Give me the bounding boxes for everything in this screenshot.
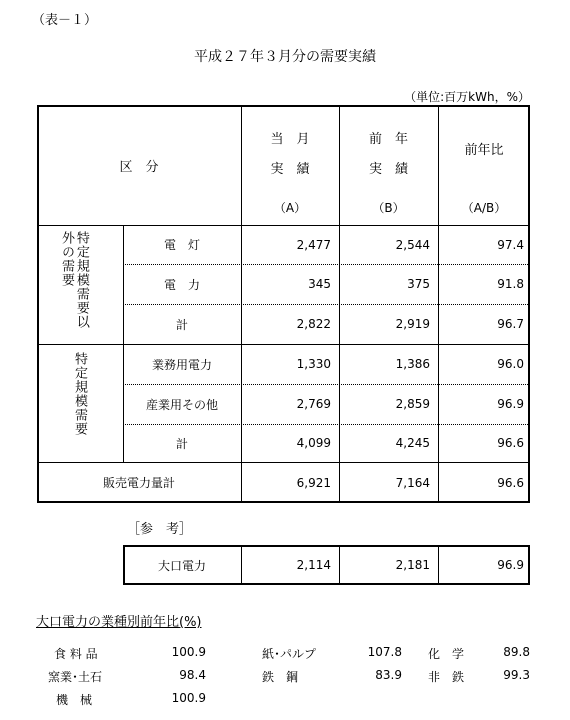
total-prev: 7,164 xyxy=(395,475,430,490)
row-label: 計 xyxy=(175,436,188,451)
table-number: （表－１） xyxy=(32,13,98,28)
row-label: 電 力 xyxy=(163,277,200,292)
industry-value: 100.9 xyxy=(171,691,206,705)
row-label: 産業用その他 xyxy=(145,397,218,412)
row-label: 計 xyxy=(175,317,188,332)
cell-current: 2,477 xyxy=(296,237,331,252)
industry-label: 食 料 品 xyxy=(54,647,98,661)
header-prev-2: 実 績 xyxy=(368,162,408,177)
industry-label: 化 学 xyxy=(428,647,465,661)
industry-label: 窯業･土石 xyxy=(48,670,103,684)
cell-ratio: 96.6 xyxy=(497,436,524,450)
cell-prev: 2,919 xyxy=(395,317,430,331)
cell-ratio: 96.9 xyxy=(497,397,524,411)
industry-label: 紙･パルプ xyxy=(262,647,317,661)
industry-title: 大口電力の業種別前年比(%) xyxy=(36,615,202,630)
cell-prev: 4,245 xyxy=(395,436,430,450)
industry-label: 鉄 鋼 xyxy=(262,670,299,684)
reference-prev: 2,181 xyxy=(395,558,430,572)
cell-current: 345 xyxy=(308,277,331,291)
industry-value: 99.3 xyxy=(503,668,530,682)
reference-label: ［参 考］ xyxy=(127,522,193,537)
total-label: 販売電力量計 xyxy=(102,476,175,490)
cell-prev: 2,544 xyxy=(395,237,430,252)
cell-ratio: 96.0 xyxy=(497,357,524,371)
industry-value: 107.8 xyxy=(367,645,402,659)
row-label: 電 灯 xyxy=(163,238,200,252)
reference-ratio: 96.9 xyxy=(497,558,524,572)
total-ratio: 96.6 xyxy=(497,475,524,490)
header-prev-code: （B） xyxy=(372,201,405,215)
header-ratio: 前年比 xyxy=(464,143,504,158)
industry-label: 機 械 xyxy=(56,693,93,707)
row-label: 業務用電力 xyxy=(151,357,212,372)
cell-current: 2,822 xyxy=(296,317,331,331)
page-title: 平成２７年３月分の需要実績 xyxy=(194,49,376,65)
reference-row-label: 大口電力 xyxy=(157,558,206,573)
cell-current: 2,769 xyxy=(296,397,331,411)
industry-value: 83.9 xyxy=(375,668,402,682)
group2-label: 特定規模需要 xyxy=(71,352,87,436)
unit-label: （単位:百万kWh，%） xyxy=(404,90,530,104)
cell-prev: 375 xyxy=(407,277,430,291)
cell-current: 4,099 xyxy=(296,436,331,450)
industry-value: 100.9 xyxy=(171,645,206,659)
industry-value: 89.8 xyxy=(503,645,530,659)
header-current-2: 実 績 xyxy=(270,162,310,177)
header-kubun: 区 分 xyxy=(119,159,159,175)
reference-current: 2,114 xyxy=(296,558,331,572)
header-ratio-code: （A/B） xyxy=(461,201,507,215)
cell-ratio: 91.8 xyxy=(497,277,524,291)
header-prev-1: 前 年 xyxy=(368,132,408,147)
industry-label: 非 鉄 xyxy=(428,670,465,684)
header-current-1: 当 月 xyxy=(270,132,310,147)
cell-ratio: 96.7 xyxy=(497,317,524,331)
group1-label: 特定規模需要以外の需要 xyxy=(58,231,89,329)
industry-value: 98.4 xyxy=(179,668,206,682)
cell-current: 1,330 xyxy=(296,357,331,371)
cell-prev: 1,386 xyxy=(395,357,430,371)
total-current: 6,921 xyxy=(296,475,331,490)
cell-ratio: 97.4 xyxy=(497,237,524,252)
header-current-code: （A） xyxy=(273,201,307,215)
cell-prev: 2,859 xyxy=(395,397,430,411)
